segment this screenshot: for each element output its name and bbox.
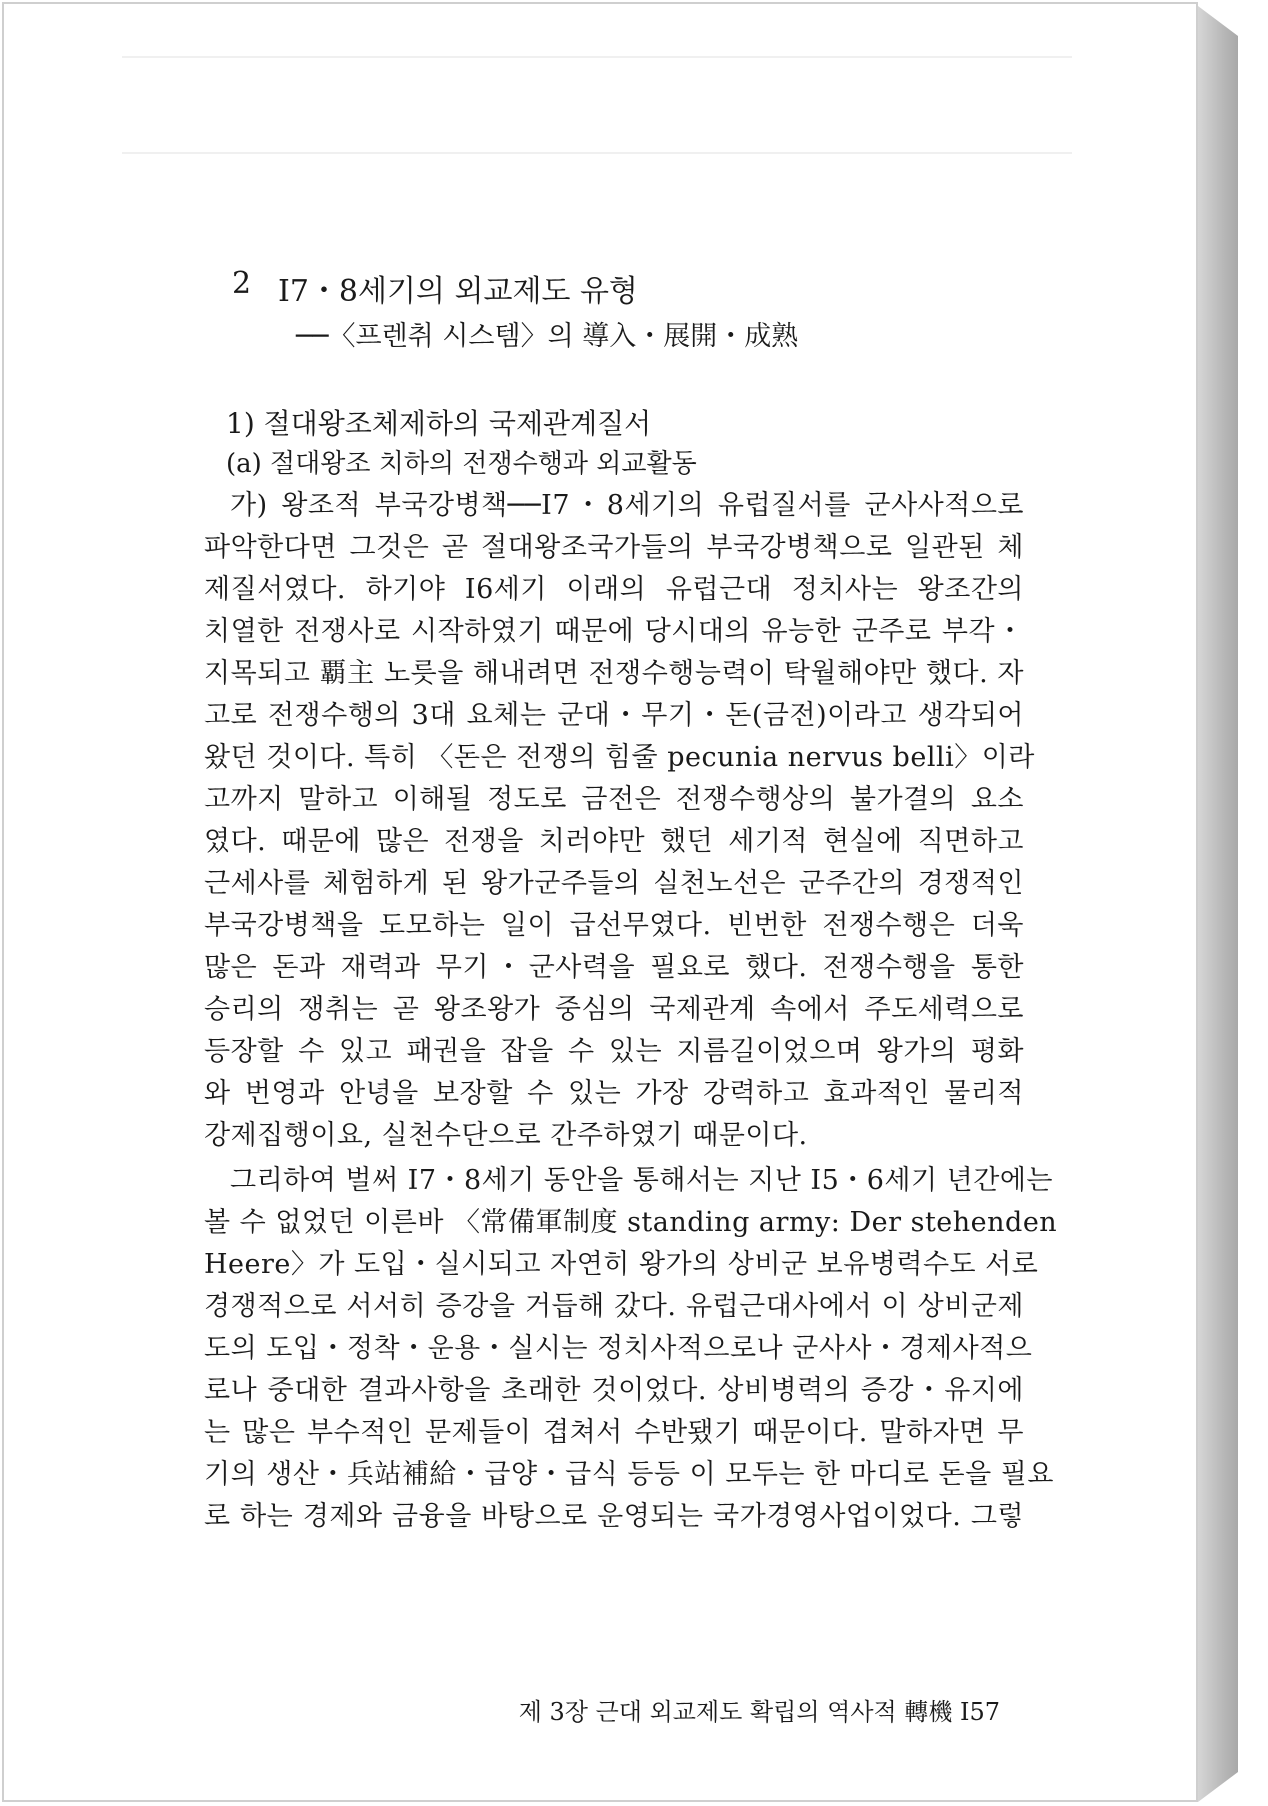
body-line: 근세사를 체험하게 된 왕가군주들의 실천노선은 군주간의 경쟁적인 — [204, 868, 1024, 899]
body-line: 고까지 말하고 이해될 정도로 금전은 전쟁수행상의 불가결의 요소 — [204, 784, 1024, 815]
body-line: 강제집행이요, 실천수단으로 간주하였기 때문이다. — [204, 1120, 808, 1151]
body-line: 와 번영과 안녕을 보장할 수 있는 가장 강력하고 효과적인 물리적 — [204, 1078, 1024, 1109]
scan-artifact-line — [122, 56, 1072, 58]
body-line: 경쟁적으로 서서히 증강을 거듭해 갔다. 유럽근대사에서 이 상비군제 — [204, 1291, 1024, 1322]
body-line: 볼 수 없었던 이른바 〈常備軍制度 standing army: Der stehenden — [204, 1207, 1058, 1238]
subsection-subheading: (a) 절대왕조 치하의 전쟁수행과 외교활동 — [226, 449, 697, 479]
subsection-heading: 1) 절대왕조체제하의 국제관계질서 — [226, 407, 652, 440]
body-line: Heere〉가 도입・실시되고 자연히 왕가의 상비군 보유병력수도 서로 — [204, 1249, 1039, 1280]
body-line: 지목되고 覇主 노릇을 해내려면 전쟁수행능력이 탁월해야만 했다. 자 — [204, 658, 1024, 689]
body-line: 등장할 수 있고 패권을 잡을 수 있는 지름길이었으며 왕가의 평화 — [204, 1036, 1024, 1067]
body-line: 로나 중대한 결과사항을 초래한 것이었다. 상비병력의 증강・유지에 — [204, 1375, 1024, 1406]
body-line: 많은 돈과 재력과 무기・군사력을 필요로 했다. 전쟁수행을 통한 — [204, 952, 1024, 983]
body-line: 치열한 전쟁사로 시작하였기 때문에 당시대의 유능한 군주로 부각・ — [204, 616, 1024, 647]
body-line: 제질서였다. 하기야 I6세기 이래의 유럽근대 정치사는 왕조간의 — [204, 574, 1024, 605]
body-line: 부국강병책을 도모하는 일이 급선무였다. 빈번한 전쟁수행은 더욱 — [204, 910, 1024, 941]
body-line: 승리의 쟁취는 곧 왕조왕가 중심의 국제관계 속에서 주도세력으로 — [204, 994, 1024, 1025]
body-line: 고로 전쟁수행의 3대 요체는 군대・무기・돈(금전)이라고 생각되어 — [204, 700, 1024, 731]
body-line: 파악한다면 그것은 곧 절대왕조국가들의 부국강병책으로 일관된 체 — [204, 532, 1024, 563]
body-line: 왔던 것이다. 특히 〈돈은 전쟁의 힘줄 pecunia nervus belli〉이라 — [204, 742, 1035, 773]
section-title: I7・8세기의 외교제도 유형 — [278, 274, 638, 309]
body-line: 는 많은 부수적인 문제들이 겹쳐서 수반됐기 때문이다. 말하자면 무 — [204, 1417, 1024, 1448]
book-page — [2, 2, 1198, 1802]
body-line: 그리하여 벌써 I7・8세기 동안을 통해서는 지난 I5・6세기 년간에는 — [230, 1165, 1054, 1196]
body-line: 기의 생산・兵站補給・급양・급식 등등 이 모두는 한 마디로 돈을 필요 — [204, 1459, 1054, 1490]
scan-artifact-line — [122, 152, 1072, 154]
page-footer: 제 3장 근대 외교제도 확립의 역사적 轉機 I57 — [518, 1698, 1000, 1726]
body-line: 였다. 때문에 많은 전쟁을 치러야만 했던 세기적 현실에 직면하고 — [204, 826, 1024, 857]
page-edge-shadow — [1198, 6, 1238, 1802]
section-number: 2 — [232, 266, 252, 301]
body-line: 로 하는 경제와 금융을 바탕으로 운영되는 국가경영사업이었다. 그렇 — [204, 1501, 1024, 1532]
body-line: 도의 도입・정착・운용・실시는 정치사적으로나 군사사・경제사적으 — [204, 1333, 1033, 1364]
section-subtitle: ──〈프렌취 시스템〉의 導入・展開・成熟 — [296, 321, 799, 352]
body-line: 가) 왕조적 부국강병책──I7・8세기의 유럽질서를 군사사적으로 — [230, 490, 1024, 521]
